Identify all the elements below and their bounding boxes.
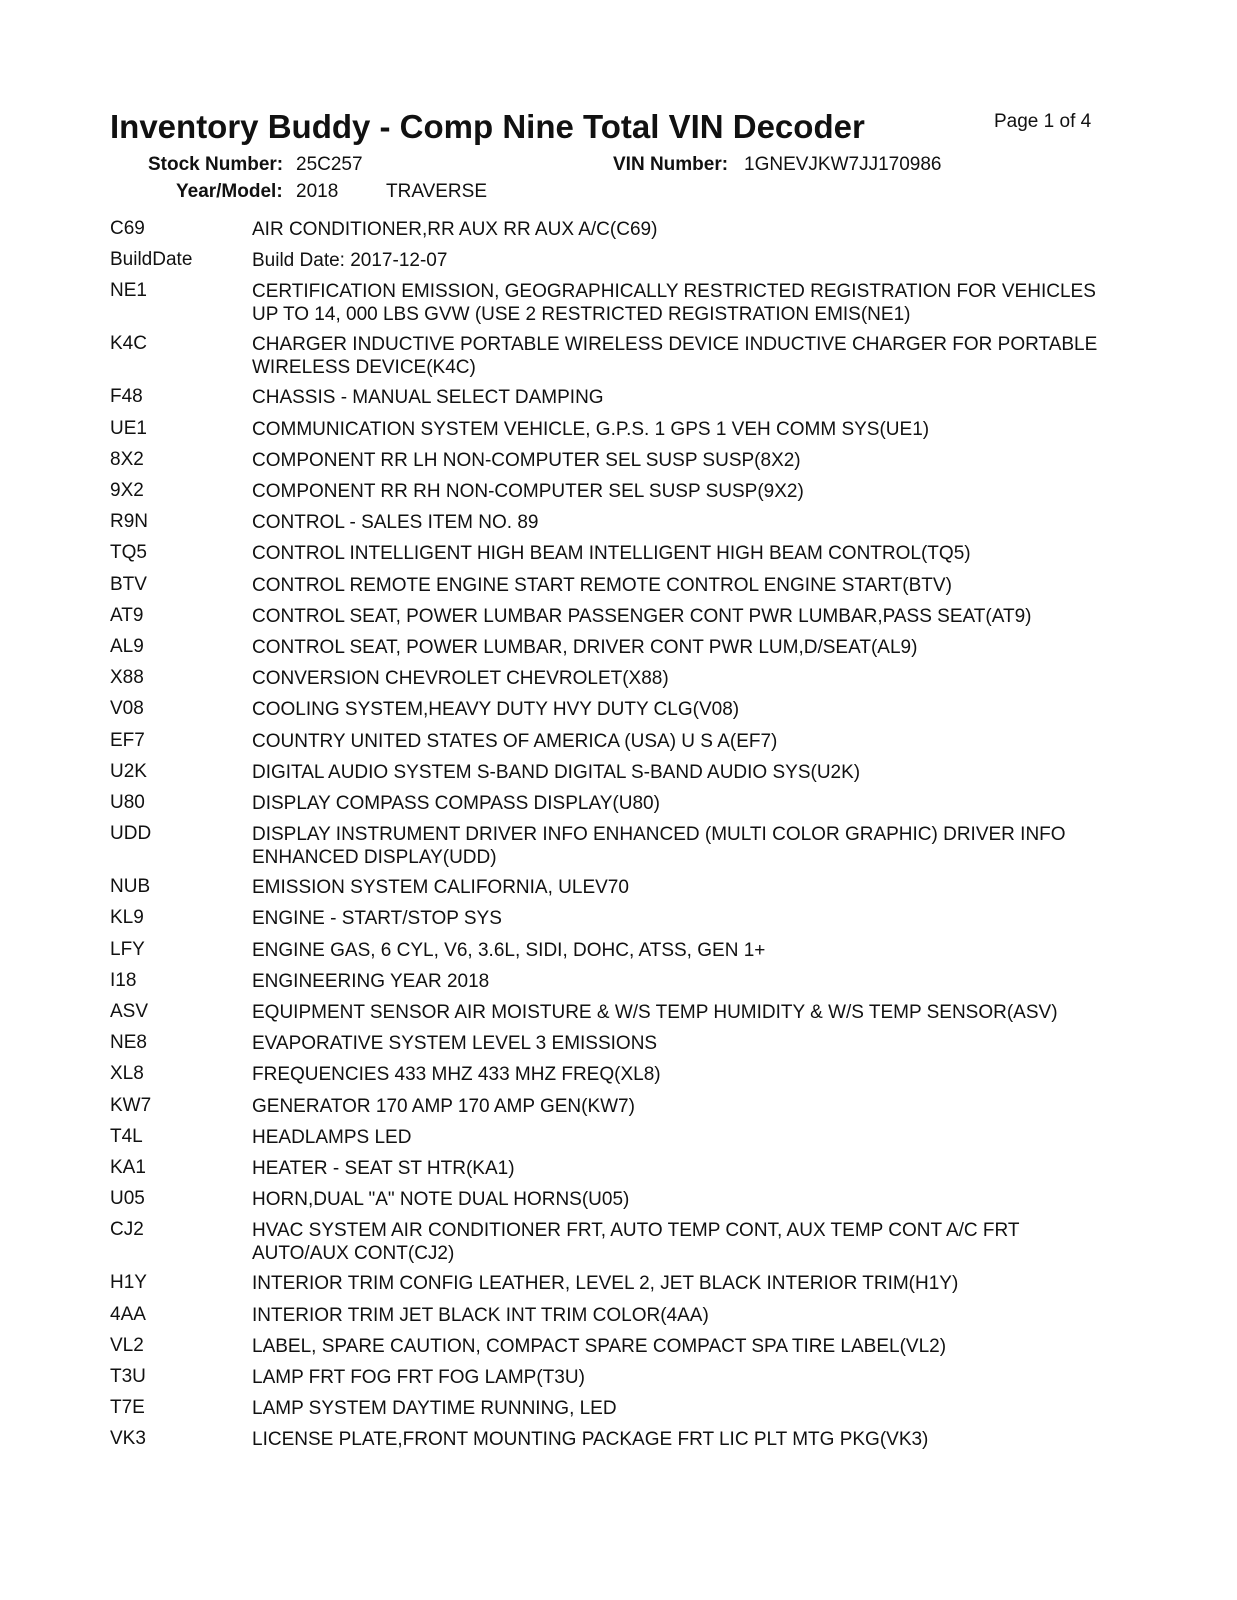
option-description: CONTROL - SALES ITEM NO. 89 [252, 512, 539, 534]
option-description: EQUIPMENT SENSOR AIR MOISTURE & W/S TEMP HUMIDITY & W/S TEMP SENSOR(ASV) [252, 1002, 1058, 1023]
option-code: 8X2 [110, 448, 144, 470]
option-description: DISPLAY INSTRUMENT DRIVER INFO ENHANCED (MULTI COLOR GRAPHIC) DRIVER INFO ENHANCED DISPLAY(UDD) [252, 824, 1066, 869]
option-code: EF7 [110, 729, 145, 751]
option-code: KA1 [110, 1157, 146, 1178]
option-description: DIGITAL AUDIO SYSTEM S-BAND DIGITAL S-BAND AUDIO SYS(U2K) [252, 761, 861, 783]
option-description: LAMP FRT FOG FRT FOG LAMP(T3U) [252, 1367, 585, 1388]
page-number: Page 1 of 4 [994, 111, 1092, 132]
option-description: CONTROL SEAT, POWER LUMBAR PASSENGER CONT PWR LUMBAR,PASS SEAT(AT9) [252, 605, 1032, 627]
option-description: CONVERSION CHEVROLET CHEVROLET(X88) [252, 668, 669, 690]
option-code: KW7 [110, 1094, 152, 1116]
option-description: COMPONENT RR LH NON-COMPUTER SEL SUSP SUSP(8X2) [252, 449, 801, 471]
option-description: Build Date: 2017-12-07 [252, 250, 448, 272]
option-code: 9X2 [110, 480, 144, 501]
year-model-label-text: Year/Model: [176, 181, 283, 202]
option-description: HVAC SYSTEM AIR CONDITIONER FRT, AUTO TEMP CONT, AUX TEMP CONT A/C FRT AUTO/AUX CONT(CJ2) [252, 1220, 1020, 1265]
option-description: CHARGER INDUCTIVE PORTABLE WIRELESS DEVICE INDUCTIVE CHARGER FOR PORTABLE WIRELESS DEVICE(K4C) [252, 334, 1098, 379]
option-description: INTERIOR TRIM CONFIG LEATHER, LEVEL 2, JET BLACK INTERIOR TRIM(H1Y) [252, 1273, 959, 1295]
option-description: GENERATOR 170 AMP 170 AMP GEN(KW7) [252, 1095, 635, 1117]
option-description: COUNTRY UNITED STATES OF AMERICA (USA) U S A(EF7) [252, 730, 778, 752]
option-code: LFY [110, 938, 145, 960]
option-description: COMPONENT RR RH NON-COMPUTER SEL SUSP SUSP(9X2) [252, 481, 804, 502]
option-description: INTERIOR TRIM JET BLACK INT TRIM COLOR(4AA) [252, 1304, 709, 1326]
option-description: LICENSE PLATE,FRONT MOUNTING PACKAGE FRT LIC PLT MTG PKG(VK3) [252, 1429, 929, 1451]
year-model-label [176, 181, 283, 203]
option-code: CJ2 [110, 1219, 144, 1241]
option-code: U2K [110, 760, 147, 782]
option-description: HEADLAMPS LED [252, 1126, 412, 1148]
option-code: X88 [110, 667, 144, 689]
option-code: NE1 [110, 280, 147, 302]
option-code: ASV [110, 1001, 149, 1022]
option-description: AIR CONDITIONER,RR AUX RR AUX A/C(C69) [252, 219, 658, 240]
option-description: HEATER - SEAT ST HTR(KA1) [252, 1158, 515, 1179]
option-description: CONTROL INTELLIGENT HIGH BEAM INTELLIGENT HIGH BEAM CONTROL(TQ5) [252, 543, 971, 565]
option-code: F48 [110, 386, 143, 408]
option-code: U80 [110, 792, 145, 813]
option-code: AL9 [110, 636, 144, 657]
option-code: VK3 [110, 1428, 146, 1450]
option-code: T3U [110, 1366, 146, 1387]
model-value: TRAVERSE [386, 181, 488, 202]
option-code: BuildDate [110, 249, 193, 271]
option-description: LAMP SYSTEM DAYTIME RUNNING, LED [252, 1398, 617, 1420]
option-description: COOLING SYSTEM,HEAVY DUTY HVY DUTY CLG(V08) [252, 699, 740, 721]
option-code: UE1 [110, 417, 147, 439]
option-code: I18 [110, 969, 137, 991]
option-code: H1Y [110, 1272, 147, 1294]
stock-number-label [148, 154, 283, 176]
option-code: 4AA [110, 1303, 146, 1325]
option-description: CONTROL SEAT, POWER LUMBAR, DRIVER CONT PWR LUM,D/SEAT(AL9) [252, 637, 918, 658]
option-code: UDD [110, 823, 152, 845]
option-code: NUB [110, 876, 151, 898]
option-code: NE8 [110, 1032, 147, 1054]
option-code: R9N [110, 511, 149, 533]
vin-number-label-text: VIN Number: [613, 154, 729, 175]
option-code: U05 [110, 1188, 145, 1210]
option-code: VL2 [110, 1334, 144, 1356]
year-value: 2018 [296, 181, 339, 202]
vin-number-value: 1GNEVJKW7JJ170986 [744, 154, 942, 175]
option-code: C69 [110, 218, 145, 239]
option-description: LABEL, SPARE CAUTION, COMPACT SPARE COMPACT SPA TIRE LABEL(VL2) [252, 1335, 947, 1357]
option-code: BTV [110, 573, 147, 595]
option-code: V08 [110, 698, 144, 720]
option-code: T4L [110, 1125, 143, 1147]
option-description: ENGINEERING YEAR 2018 [252, 970, 490, 992]
stock-number-value: 25C257 [296, 154, 363, 175]
option-code: AT9 [110, 604, 144, 626]
option-description: COMMUNICATION SYSTEM VEHICLE, G.P.S. 1 GPS 1 VEH COMM SYS(UE1) [252, 418, 930, 440]
option-description: EVAPORATIVE SYSTEM LEVEL 3 EMISSIONS [252, 1033, 658, 1055]
option-code: XL8 [110, 1063, 144, 1085]
option-description: ENGINE GAS, 6 CYL, V6, 3.6L, SIDI, DOHC, ATSS, GEN 1+ [252, 939, 766, 961]
option-description: CHASSIS - MANUAL SELECT DAMPING [252, 387, 604, 409]
option-code: K4C [110, 333, 147, 355]
option-description: DISPLAY COMPASS COMPASS DISPLAY(U80) [252, 793, 660, 814]
vin-number-label [613, 154, 728, 176]
option-description: FREQUENCIES 433 MHZ 433 MHZ FREQ(XL8) [252, 1064, 661, 1086]
option-code: TQ5 [110, 542, 147, 564]
document-title: Inventory Buddy - Comp Nine Total VIN Decoder [110, 108, 865, 145]
option-description: CONTROL REMOTE ENGINE START REMOTE CONTROL ENGINE START(BTV) [252, 574, 952, 596]
option-description: ENGINE - START/STOP SYS [252, 908, 502, 930]
option-description: HORN,DUAL "A" NOTE DUAL HORNS(U05) [252, 1189, 630, 1211]
option-description: CERTIFICATION EMISSION, GEOGRAPHICALLY RESTRICTED REGISTRATION FOR VEHICLES UP TO 14, 000 LBS GVW (USE 2 RESTRICTED REGISTRATION EMIS(NE1) [252, 281, 1096, 326]
stock-number-label-text: Stock Number: [148, 154, 284, 175]
option-description: EMISSION SYSTEM CALIFORNIA, ULEV70 [252, 877, 629, 899]
option-code: KL9 [110, 907, 144, 929]
option-code: T7E [110, 1397, 145, 1419]
